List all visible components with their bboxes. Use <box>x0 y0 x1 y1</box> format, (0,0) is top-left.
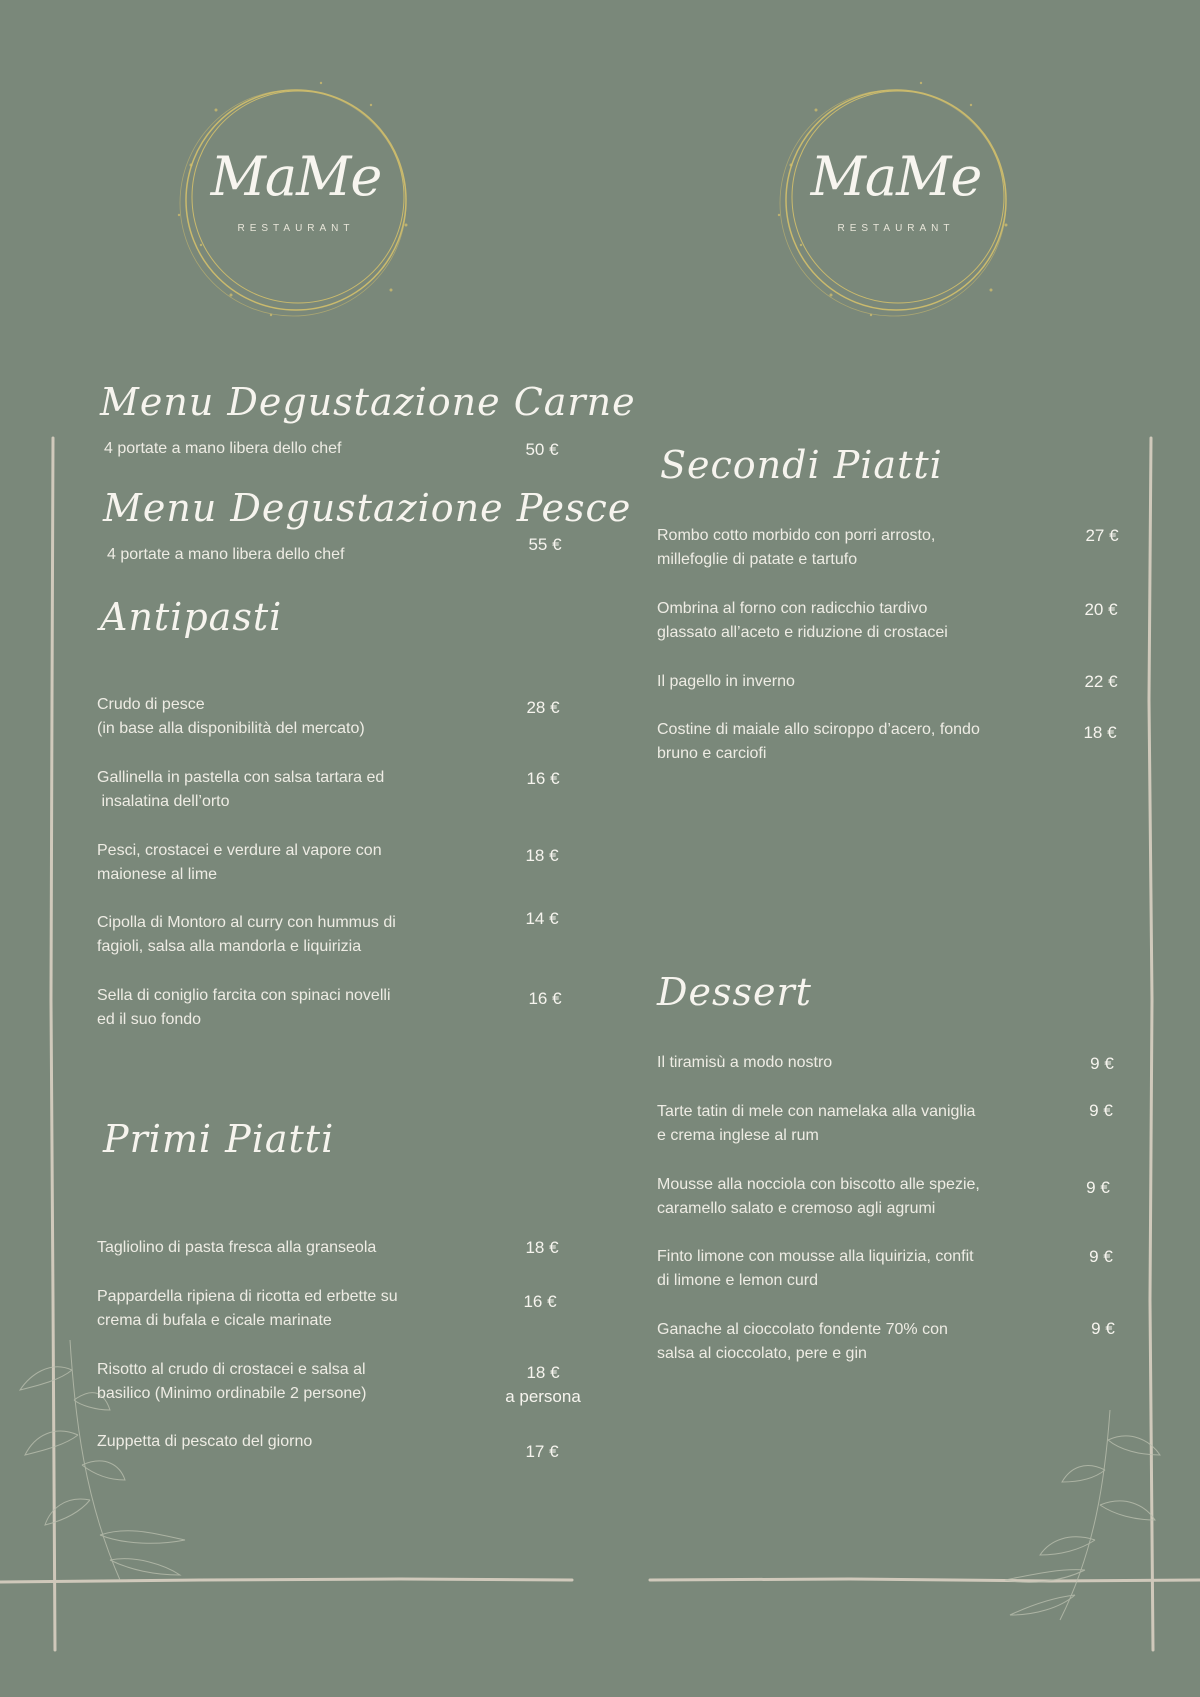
list-item: Gallinella in pastella con salsa tartara ed insalatina dell’orto <box>97 769 385 810</box>
antipasti-title: Antipasti <box>100 595 283 639</box>
logo-subtitle: RESTAURANT <box>237 223 355 234</box>
tasting-pesce-price: 55 € <box>528 535 562 554</box>
tasting-carne-title: Menu Degustazione Carne <box>100 380 636 424</box>
secondi-title: Secondi Piatti <box>660 443 943 487</box>
logo-name: MaMe <box>210 145 382 208</box>
list-item: Tarte tatin di mele con namelaka alla vaniglia e crema inglese al rum <box>657 1103 976 1144</box>
list-item: Pappardella ripiena di ricotta ed erbette su crema di bufala e cicale marinate <box>97 1288 398 1329</box>
list-item: Rombo cotto morbido con porri arrosto, millefoglie di patate e tartufo <box>657 527 936 568</box>
leaf-branch-icon <box>1000 1410 1170 1630</box>
tasting-pesce-title: Menu Degustazione Pesce <box>103 486 632 530</box>
item-price: 18 € a persona <box>505 1363 581 1406</box>
tasting-carne-description: 4 portate a mano libera dello chef <box>104 440 342 457</box>
item-price: 16 € <box>528 989 562 1008</box>
item-price: 16 € <box>523 1292 557 1311</box>
primi-title: Primi Piatti <box>103 1117 335 1161</box>
tasting-pesce-description: 4 portate a mano libera dello chef <box>107 546 345 563</box>
item-price: 18 € <box>525 846 559 865</box>
item-price: 27 € <box>1085 526 1119 545</box>
logo-name: MaMe <box>810 145 982 208</box>
item-price: 17 € <box>525 1442 559 1461</box>
list-item: Zuppetta di pescato del giorno <box>97 1433 313 1450</box>
item-price: 18 € <box>525 1238 559 1257</box>
list-item: Ganache al cioccolato fondente 70% con salsa al cioccolato, pere e gin <box>657 1321 948 1362</box>
list-item: Ombrina al forno con radicchio tardivo glassato all’aceto e riduzione di crostacei <box>657 600 948 641</box>
list-item: Finto limone con mousse alla liquirizia, confit di limone e lemon curd <box>657 1248 974 1289</box>
item-price: 20 € <box>1084 600 1118 619</box>
item-price: 22 € <box>1084 672 1118 691</box>
list-item: Costine di maiale allo sciroppo d’acero, fondo bruno e carciofi <box>657 721 980 762</box>
item-price: 9 € <box>1091 1319 1115 1338</box>
list-item: Il tiramisù a modo nostro <box>657 1054 833 1071</box>
list-item: Cipolla di Montoro al curry con hummus di fagioli, salsa alla mandorla e liquirizia <box>97 914 396 955</box>
restaurant-logo <box>171 75 421 325</box>
item-price: 9 € <box>1090 1054 1114 1073</box>
list-item: Risotto al crudo di crostacei e salsa al basilico (Minimo ordinabile 2 persone) <box>97 1361 367 1402</box>
item-price: 16 € <box>526 769 560 788</box>
list-item: Il pagello in inverno <box>657 673 795 690</box>
dessert-title: Dessert <box>657 970 812 1014</box>
logo-subtitle: RESTAURANT <box>837 223 955 234</box>
list-item: Sella di coniglio farcita con spinaci novelli ed il suo fondo <box>97 987 391 1028</box>
list-item: Mousse alla nocciola con biscotto alle spezie, caramello salato e cremoso agli agrumi <box>657 1176 980 1217</box>
item-price: 14 € <box>525 909 559 928</box>
list-item: Crudo di pesce (in base alla disponibilità del mercato) <box>97 696 365 737</box>
item-price: 9 € <box>1089 1101 1113 1120</box>
restaurant-logo <box>771 75 1021 325</box>
item-price: 9 € <box>1086 1178 1110 1197</box>
tasting-carne-price: 50 € <box>525 440 559 459</box>
item-price: 18 € <box>1083 723 1117 742</box>
list-item: Tagliolino di pasta fresca alla granseola <box>97 1239 377 1256</box>
item-price: 28 € <box>526 698 560 717</box>
list-item: Pesci, crostacei e verdure al vapore con maionese al lime <box>97 842 382 883</box>
item-price: 9 € <box>1089 1247 1113 1266</box>
